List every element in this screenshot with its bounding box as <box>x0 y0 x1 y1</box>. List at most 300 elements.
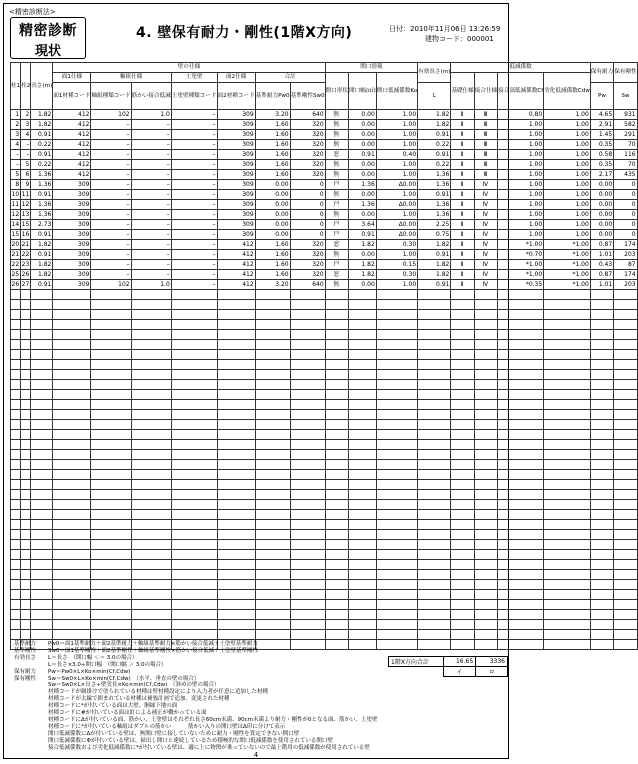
table-cell: 1.00 <box>498 180 544 190</box>
empty-cell <box>590 480 613 490</box>
empty-cell <box>474 520 497 530</box>
table-cell: 戸 <box>325 260 348 270</box>
empty-cell <box>590 410 613 420</box>
empty-cell <box>131 610 171 620</box>
table-cell: – <box>131 250 171 260</box>
empty-cell <box>349 340 377 350</box>
table-cell: 0.40 <box>376 150 417 160</box>
empty-cell <box>217 500 255 510</box>
table-cell: 5 <box>21 160 31 170</box>
empty-cell <box>498 320 544 330</box>
table-cell: – <box>131 170 171 180</box>
empty-cell <box>544 590 591 600</box>
note-line <box>14 731 384 738</box>
empty-cell <box>376 480 417 490</box>
empty-cell <box>91 330 131 340</box>
empty-cell <box>171 450 217 460</box>
empty-cell <box>21 290 31 300</box>
note-line <box>14 724 384 731</box>
empty-cell <box>255 580 290 590</box>
empty-cell <box>544 490 591 500</box>
empty-cell <box>325 550 348 560</box>
empty-cell <box>614 370 637 380</box>
empty-cell <box>31 610 53 620</box>
empty-cell <box>21 500 31 510</box>
empty-cell <box>91 580 131 590</box>
empty-cell <box>91 570 131 580</box>
table-cell: 戸 <box>325 220 348 230</box>
empty-cell <box>290 510 325 520</box>
table-cell: Ⅱ <box>451 240 474 250</box>
table-cell: 412 <box>53 140 91 150</box>
wall-strength-table <box>10 62 638 650</box>
empty-cell <box>11 470 21 480</box>
empty-cell <box>31 580 53 590</box>
table-cell: 320 <box>290 270 325 280</box>
table-cell: 1.00 <box>376 170 417 180</box>
empty-cell <box>131 370 171 380</box>
empty-cell <box>11 390 21 400</box>
empty-cell <box>498 470 544 480</box>
table-cell: 1.82 <box>31 110 53 120</box>
empty-cell <box>171 320 217 330</box>
empty-cell <box>31 480 53 490</box>
empty-cell <box>11 430 21 440</box>
table-cell: 1.01 <box>590 280 613 290</box>
empty-cell <box>614 320 637 330</box>
empty-cell <box>217 300 255 310</box>
summary-sw: 3336 <box>476 657 508 667</box>
empty-cell <box>474 360 497 370</box>
empty-cell <box>255 480 290 490</box>
empty-cell <box>418 510 451 520</box>
table-row <box>11 160 638 170</box>
empty-cell <box>290 460 325 470</box>
empty-cell <box>451 610 474 620</box>
empty-cell <box>544 520 591 530</box>
empty-cell <box>91 340 131 350</box>
empty-cell <box>91 470 131 480</box>
empty-row <box>11 300 638 310</box>
empty-cell <box>544 630 591 640</box>
table-cell: 320 <box>290 120 325 130</box>
table-cell: 0 <box>290 200 325 210</box>
empty-row <box>11 330 638 340</box>
table-cell: 9 <box>21 180 31 190</box>
table-cell: Ⅲ <box>474 140 497 150</box>
empty-cell <box>171 600 217 610</box>
table-cell: 412 <box>217 250 255 260</box>
note-text: Pw0＝面1基準耐力＋面2基準耐力＋軸組基準耐力×筋かい接合低減＋土塗壁基準耐力 <box>48 641 258 647</box>
empty-cell <box>171 380 217 390</box>
empty-cell <box>131 390 171 400</box>
table-cell: 0.91 <box>31 230 53 240</box>
note-text: L＝長さ×3.0÷開口幅 （開口幅 ＞ 3.0の場合） <box>48 661 167 668</box>
empty-cell <box>498 400 544 410</box>
table-cell: 1.00 <box>376 250 417 260</box>
empty-cell <box>544 450 591 460</box>
table-cell: *1.00 <box>544 280 591 290</box>
empty-cell <box>31 380 53 390</box>
empty-cell <box>53 340 91 350</box>
empty-cell <box>614 580 637 590</box>
table-cell: 1.60 <box>255 140 290 150</box>
page-title: 4. 壁保有耐力・剛性(1階X方向) <box>136 25 353 41</box>
empty-cell <box>290 320 325 330</box>
table-cell: 1.00 <box>544 120 591 130</box>
empty-cell <box>590 370 613 380</box>
table-cell: 1.00 <box>376 110 417 120</box>
empty-cell <box>171 360 217 370</box>
empty-cell <box>11 550 21 560</box>
table-cell: 無 <box>325 160 348 170</box>
table-cell: – <box>131 210 171 220</box>
table-cell: 1.00 <box>376 160 417 170</box>
table-cell: 1.00 <box>544 230 591 240</box>
table-cell: 0.00 <box>255 220 290 230</box>
table-cell: 1.00 <box>544 180 591 190</box>
empty-cell <box>31 400 53 410</box>
empty-cell <box>290 620 325 630</box>
empty-cell <box>590 620 613 630</box>
empty-cell <box>376 430 417 440</box>
header-cdw: 劣化低減係数Cdw <box>544 73 591 110</box>
empty-cell <box>11 380 21 390</box>
table-cell: 3.64 <box>349 220 377 230</box>
empty-cell <box>131 600 171 610</box>
empty-cell <box>376 500 417 510</box>
note-line <box>14 641 384 648</box>
table-cell: – <box>171 270 217 280</box>
empty-cell <box>376 440 417 450</box>
empty-cell <box>376 600 417 610</box>
empty-cell <box>290 490 325 500</box>
empty-cell <box>418 420 451 430</box>
empty-cell <box>544 580 591 590</box>
empty-cell <box>451 310 474 320</box>
empty-cell <box>290 590 325 600</box>
table-cell: 320 <box>290 240 325 250</box>
empty-cell <box>590 460 613 470</box>
table-cell: 12 <box>11 210 20 218</box>
empty-cell <box>53 420 91 430</box>
empty-cell <box>91 560 131 570</box>
empty-cell <box>131 300 171 310</box>
note-key: 基準耐力 <box>14 641 37 647</box>
empty-cell <box>11 490 21 500</box>
empty-cell <box>131 490 171 500</box>
empty-cell <box>349 510 377 520</box>
empty-cell <box>544 530 591 540</box>
table-cell: 1.00 <box>376 280 417 290</box>
empty-cell <box>614 420 637 430</box>
empty-cell <box>451 360 474 370</box>
empty-cell <box>53 290 91 300</box>
empty-cell <box>11 370 21 380</box>
table-cell: – <box>91 240 131 250</box>
table-cell: 116 <box>614 150 637 160</box>
note-text: Sw＝Sw0×L×Ko×min(Cf,Cdw) （水平、垂直の壁の場合） <box>48 675 200 682</box>
empty-cell <box>21 380 31 390</box>
empty-row <box>11 320 638 330</box>
empty-cell <box>614 450 637 460</box>
table-cell: – <box>91 230 131 240</box>
empty-cell <box>544 550 591 560</box>
table-row <box>11 230 638 240</box>
table-cell: 1.00 <box>544 220 591 230</box>
empty-cell <box>451 640 474 650</box>
empty-cell <box>171 560 217 570</box>
empty-cell <box>451 530 474 540</box>
empty-cell <box>53 510 91 520</box>
empty-cell <box>544 330 591 340</box>
empty-cell <box>614 340 637 350</box>
empty-cell <box>131 350 171 360</box>
table-cell: 309 <box>53 260 91 270</box>
note-text: 接合低減係数および劣化低減係数に*が付いている壁は、適に上に物関が乗っていないので最上階用の低減係数が使用されている壁 <box>48 744 370 751</box>
note-key <box>14 717 48 724</box>
table-cell: 174 <box>614 270 637 280</box>
empty-cell <box>255 340 290 350</box>
empty-cell <box>376 630 417 640</box>
table-cell: 窓 <box>325 150 348 160</box>
empty-cell <box>418 500 451 510</box>
table-cell: Ⅳ <box>474 280 497 290</box>
empty-cell <box>290 350 325 360</box>
empty-cell <box>498 430 544 440</box>
table-cell: Δ0.00 <box>376 220 417 230</box>
empty-row <box>11 460 638 470</box>
table-cell: – <box>171 110 217 120</box>
empty-cell <box>614 520 637 530</box>
empty-cell <box>418 600 451 610</box>
empty-cell <box>325 520 348 530</box>
table-cell: 0.00 <box>349 160 377 170</box>
empty-cell <box>255 390 290 400</box>
empty-cell <box>171 300 217 310</box>
empty-cell <box>255 360 290 370</box>
empty-cell <box>418 340 451 350</box>
table-cell: – <box>91 260 131 270</box>
empty-cell <box>325 390 348 400</box>
table-cell: 412 <box>53 160 91 170</box>
empty-cell <box>474 440 497 450</box>
empty-cell <box>21 430 31 440</box>
empty-cell <box>325 470 348 480</box>
table-cell: Ⅲ <box>474 110 497 120</box>
empty-cell <box>325 360 348 370</box>
table-cell: 640 <box>290 110 325 120</box>
empty-cell <box>290 390 325 400</box>
table-cell: 5 <box>11 170 21 180</box>
empty-row <box>11 380 638 390</box>
table-cell: – <box>131 230 171 240</box>
table-cell: 1.36 <box>31 170 53 180</box>
empty-cell <box>217 330 255 340</box>
empty-cell <box>31 500 53 510</box>
empty-cell <box>255 500 290 510</box>
table-cell: 412 <box>53 170 91 180</box>
empty-cell <box>171 630 217 640</box>
empty-cell <box>474 590 497 600</box>
empty-cell <box>474 350 497 360</box>
empty-cell <box>290 400 325 410</box>
empty-cell <box>53 460 91 470</box>
empty-cell <box>325 540 348 550</box>
table-cell: – <box>21 150 31 160</box>
empty-cell <box>131 420 171 430</box>
table-cell: Ⅱ <box>451 120 474 130</box>
empty-cell <box>217 570 255 580</box>
header-opening-info: 開口情報 <box>325 63 418 73</box>
empty-cell <box>11 350 21 360</box>
table-cell: 無 <box>325 130 348 140</box>
empty-cell <box>325 610 348 620</box>
table-cell: Δ0.00 <box>376 230 417 240</box>
table-cell: 0.00 <box>255 230 290 240</box>
note-key: 保有剛性 <box>14 675 37 682</box>
table-row <box>11 180 638 190</box>
table-cell: – <box>171 170 217 180</box>
empty-cell <box>474 620 497 630</box>
table-cell: 無 <box>325 140 348 150</box>
empty-cell <box>217 310 255 320</box>
empty-cell <box>614 480 637 490</box>
empty-cell <box>590 390 613 400</box>
empty-cell <box>474 400 497 410</box>
table-cell: 1.00 <box>376 210 417 220</box>
empty-cell <box>349 390 377 400</box>
empty-cell <box>590 550 613 560</box>
note-line <box>14 662 384 669</box>
table-cell: 無 <box>325 170 348 180</box>
table-cell: 1.60 <box>255 270 290 280</box>
table-cell: 8 <box>11 180 21 190</box>
empty-cell <box>349 490 377 500</box>
empty-cell <box>474 310 497 320</box>
empty-cell <box>474 470 497 480</box>
empty-cell <box>376 460 417 470</box>
table-cell: Ⅳ <box>474 210 497 220</box>
empty-cell <box>544 300 591 310</box>
empty-cell <box>376 450 417 460</box>
table-cell: 1.60 <box>255 240 290 250</box>
empty-cell <box>614 560 637 570</box>
table-cell: 1.00 <box>376 130 417 140</box>
empty-cell <box>544 540 591 550</box>
table-cell: 1.00 <box>544 150 591 160</box>
table-cell: 1.00 <box>544 210 591 220</box>
table-cell: 1.82 <box>349 260 377 270</box>
table-cell: 0.35 <box>590 160 613 170</box>
empty-cell <box>614 570 637 580</box>
empty-cell <box>217 470 255 480</box>
table-cell: 412 <box>53 120 91 130</box>
table-cell: 1.00 <box>376 120 417 130</box>
empty-cell <box>544 340 591 350</box>
empty-cell <box>498 390 544 400</box>
empty-cell <box>290 420 325 430</box>
empty-cell <box>31 330 53 340</box>
table-cell: 309 <box>53 250 91 260</box>
empty-cell <box>131 560 171 570</box>
empty-cell <box>349 590 377 600</box>
empty-cell <box>255 530 290 540</box>
table-cell: 1.82 <box>31 260 53 270</box>
table-cell: 1.82 <box>349 240 377 250</box>
table-cell: Ⅲ <box>474 120 497 130</box>
table-cell: – <box>131 150 171 160</box>
empty-cell <box>21 510 31 520</box>
table-cell: Ⅳ <box>474 180 497 190</box>
empty-cell <box>590 290 613 300</box>
table-cell: 309 <box>53 240 91 250</box>
empty-cell <box>349 540 377 550</box>
empty-cell <box>21 440 31 450</box>
empty-cell <box>474 560 497 570</box>
table-cell: 1.82 <box>418 110 451 120</box>
table-cell: Ⅲ <box>474 150 497 160</box>
empty-cell <box>217 560 255 570</box>
empty-cell <box>544 610 591 620</box>
table-cell: 6 <box>21 170 31 180</box>
table-cell: Ⅳ <box>474 270 497 280</box>
table-cell: 0.91 <box>31 130 53 140</box>
table-cell: – <box>91 210 131 220</box>
empty-cell <box>131 360 171 370</box>
empty-cell <box>21 370 31 380</box>
empty-cell <box>217 460 255 470</box>
table-cell: 13 <box>21 210 30 218</box>
table-cell: 1.00 <box>498 190 544 200</box>
empty-cell <box>325 620 348 630</box>
empty-cell <box>255 310 290 320</box>
empty-cell <box>255 460 290 470</box>
empty-row <box>11 510 638 520</box>
empty-cell <box>131 430 171 440</box>
document-page <box>3 3 637 759</box>
empty-cell <box>376 610 417 620</box>
empty-cell <box>544 440 591 450</box>
empty-cell <box>590 320 613 330</box>
empty-cell <box>349 330 377 340</box>
empty-cell <box>31 440 53 450</box>
empty-cell <box>91 520 131 530</box>
table-cell: 1.00 <box>544 140 591 150</box>
empty-cell <box>590 300 613 310</box>
table-cell: 1.60 <box>255 120 290 130</box>
table-cell: *1.00 <box>544 250 591 260</box>
table-cell: 0.00 <box>349 120 377 130</box>
table-cell: – <box>171 280 217 290</box>
table-cell: 20 <box>11 240 20 248</box>
empty-cell <box>418 450 451 460</box>
table-cell: 1.00 <box>544 200 591 210</box>
empty-cell <box>451 520 474 530</box>
empty-cell <box>614 540 637 550</box>
empty-cell <box>474 390 497 400</box>
empty-cell <box>544 620 591 630</box>
empty-cell <box>217 530 255 540</box>
empty-cell <box>349 360 377 370</box>
table-cell: 1.00 <box>498 150 544 160</box>
empty-cell <box>325 510 348 520</box>
table-cell: 309 <box>53 190 91 200</box>
note-line <box>14 710 384 717</box>
empty-cell <box>31 570 53 580</box>
table-cell: 0.00 <box>349 190 377 200</box>
table-cell: 0.22 <box>31 160 53 170</box>
